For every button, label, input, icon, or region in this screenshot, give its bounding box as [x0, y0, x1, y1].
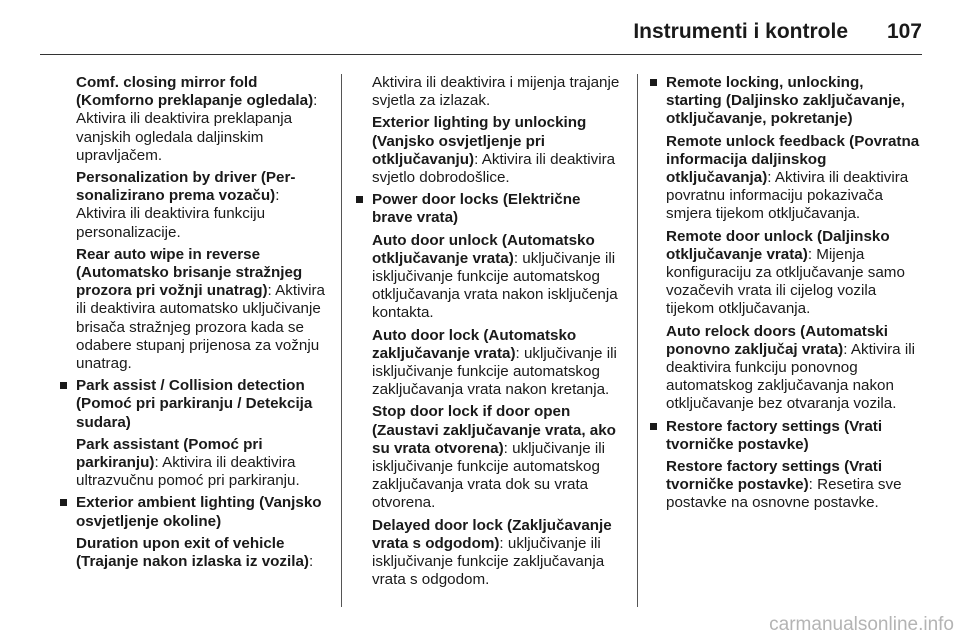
setting-title: Auto door unlock (Automatsko otključavanje vrata) [372, 231, 595, 267]
bullet-square-icon [650, 423, 657, 430]
setting-description: uključivanje ili isključivanje funkcije automatskog zaključavanja vrata dok su vrata otvorena. [372, 439, 605, 512]
setting-description: Aktivira ili deaktivira automatsko uključivanje brisača stražnjeg prozora kada se odabere stupanj prijenosa za vožnju unatrag. [76, 282, 325, 373]
bullet-square-icon [60, 382, 67, 389]
section-heading [356, 191, 622, 227]
setting-title: Stop door lock if door open (Zaustavi zaključavanje vrata, ako su vrata otvorena) [372, 403, 616, 457]
setting-description: Aktivira ili deaktivira funkciju personalizacije. [76, 205, 266, 241]
setting-title: Park assistant (Pomoć pri parkiranju) [76, 435, 263, 472]
setting-entry: Auto door unlock (Automatsko otključavanje vrata): uključivanje ili isključivanje funkcije automatskog otključavanja vrata nakon isključenja kontakta. [372, 231, 618, 322]
setting-entry: Restore factory settings (Vrati tvorničke postavke): Resetira sve postavke na osnovne postavke. [666, 458, 902, 512]
setting-entry: Stop door lock if door open (Zaustavi zaključavanje vrata, ako su vrata otvorena): uključivanje ili isključivanje funkcije automatskog zaključavanja vrata dok su vrata otvorena. [372, 403, 616, 512]
section-heading-text: Restore factory settings (Vrati tvorničke postavke) [666, 417, 883, 453]
setting-description: Aktivira ili deaktivira svjetlo dobrodošlice. [372, 150, 616, 187]
setting-entry: Delayed door lock (Zaključavanje vrata s odgodom): uključivanje ili isključivanje funkcije zaključavanja vrata s odgodom. [372, 516, 612, 589]
setting-title: Restore factory settings (Vrati tvorničke postavke) [666, 458, 883, 494]
setting-title: Delayed door lock (Zaključavanje vrata s odgodom) [372, 516, 612, 552]
setting-description: Aktivira ili deaktivira ultrazvučnu pomoć pri parkiranju. [76, 454, 300, 490]
setting-title: Remote door unlock (Daljinsko otključavanje vrata) [666, 227, 890, 263]
setting-entry: Comf. closing mirror fold (Komforno preklapanje ogledala): Aktivira ili deaktivira preklapanja vanjskih ogledala daljinskim upravljačem. [76, 74, 318, 164]
setting-title: Comf. closing mirror fold (Komforno preklapanje ogledala) [76, 74, 314, 110]
page-header [40, 14, 922, 55]
section-heading-text: Park assist / Collision detection (Pomoć pri parkiranju / Detekcija sudara) [76, 377, 313, 431]
setting-title: Remote unlock feedback (Povratna informacija daljinskog otključavanja) [666, 132, 920, 187]
setting-description: Aktivira ili deaktivira i mijenja trajanje svjetla za izlazak. [372, 74, 620, 110]
setting-entry: Personalization by driver (Per-sonalizirano prema vozaču): Aktivira ili deaktivira funkciju personalizacije. [76, 169, 296, 241]
section-heading [650, 418, 922, 454]
setting-entry: Remote unlock feedback (Povratna informacija daljinskog otključavanja): Aktivira ili deaktivira povratnu informaciju pokazivača smjera tijekom otključavanja. [666, 132, 920, 223]
setting-title: Rear auto wipe in reverse (Automatsko brisanje stražnjeg prozora pri vožnji unatrag) [76, 245, 303, 300]
page-number: 107 [886, 20, 922, 43]
section-heading [60, 494, 326, 530]
section-heading-text: Remote locking, unlocking, starting (Daljinsko zaključavanje, otključavanje, pokretanje) [666, 74, 905, 128]
setting-entry: Rear auto wipe in reverse (Automatsko brisanje stražnjeg prozora pri vožnji unatrag): Aktivira ili deaktivira automatsko uključivanje brisača stražnjeg prozora kada se odabere stupanj prijenosa za vožnju unatrag. [76, 245, 325, 373]
setting-title: Duration upon exit of vehicle (Trajanje nakon izlaska iz vozila) [76, 534, 309, 571]
column-1 [60, 74, 326, 575]
setting-description: Aktivira ili deaktivira povratnu informaciju pokazivača smjera tijekom otključavanja. [666, 169, 909, 223]
bullet-square-icon [60, 499, 67, 506]
setting-entry: Exterior lighting by unlocking (Vanjsko osvjetljenje pri otključavanju): Aktivira ili deaktivira svjetlo dobrodošlice. [372, 114, 616, 187]
setting-entry: Remote door unlock (Daljinsko otključavanje vrata): Mijenja konfiguraciju za otključavanje samo vozačevih vrata ili cijelog vozila tijekom otključavanja. [666, 227, 905, 318]
page-title: Instrumenti i kontrole [633, 20, 848, 43]
column-divider [637, 74, 638, 607]
bullet-square-icon [356, 196, 363, 203]
section-heading-text: Power door locks (Električne brave vrata) [372, 191, 581, 227]
setting-entry: Auto door lock (Automatsko zaključavanje vrata): uključivanje ili isključivanje funkcije automatskog zaključavanja vrata nakon kretanja. [372, 326, 617, 399]
setting-entry: Park assistant (Pomoć pri parkiranju): Aktivira ili deaktivira ultrazvučnu pomoć pri parkiranju. [76, 435, 300, 490]
setting-description: uključivanje ili isključivanje funkcije zaključavanja vrata s odgodom. [372, 534, 605, 589]
column-2 [356, 74, 622, 593]
setting-description: Aktivira ili deaktivira funkciju ponovnog automatskog zaključavanja nakon otključavanje bez otvaranja vozila. [666, 340, 915, 413]
setting-description: uključivanje ili isključivanje funkcije automatskog zaključavanja vrata nakon kretanja. [372, 344, 617, 399]
setting-entry: Auto relock doors (Automatski ponovno zaključaj vrata): Aktivira ili deaktivira funkciju ponovnog automatskog zaključavanja nakon otključavanje bez otvaranja vozila. [666, 322, 915, 413]
setting-description: Aktivira ili deaktivira preklapanja vanjskih ogledala daljinskim upravljačem. [76, 110, 293, 164]
setting-title: Auto door lock (Automatsko zaključavanje vrata) [372, 326, 577, 362]
column-divider [341, 74, 342, 607]
section-heading [650, 74, 922, 129]
setting-title: Exterior lighting by unlocking (Vanjsko osvjetljenje pri otključavanju) [372, 114, 587, 168]
setting-description: uključivanje ili isključivanje funkcije automatskog otključavanja vrata nakon isključenja kontakta. [372, 249, 618, 322]
section-heading [60, 377, 326, 432]
column-3 [650, 74, 922, 517]
setting-description: Mijenja konfiguraciju za otključavanje samo vozačevih vrata ili cijelog vozila tijekom otključavanja. [666, 245, 905, 318]
bullet-square-icon [650, 79, 657, 86]
setting-title: Auto relock doors (Automatski ponovno zaključaj vrata) [666, 322, 888, 358]
setting-description: Resetira sve postavke na osnovne postavke. [666, 476, 902, 512]
setting-entry: Duration upon exit of vehicle (Trajanje nakon izlaska iz vozila): [76, 534, 314, 571]
setting-title: Personalization by driver (Per-sonalizirano prema vozaču) [76, 169, 296, 205]
section-heading-text: Exterior ambient lighting (Vanjsko osvjetljenje okoline) [76, 494, 322, 530]
watermark: carmanualsonline.info [769, 614, 954, 635]
